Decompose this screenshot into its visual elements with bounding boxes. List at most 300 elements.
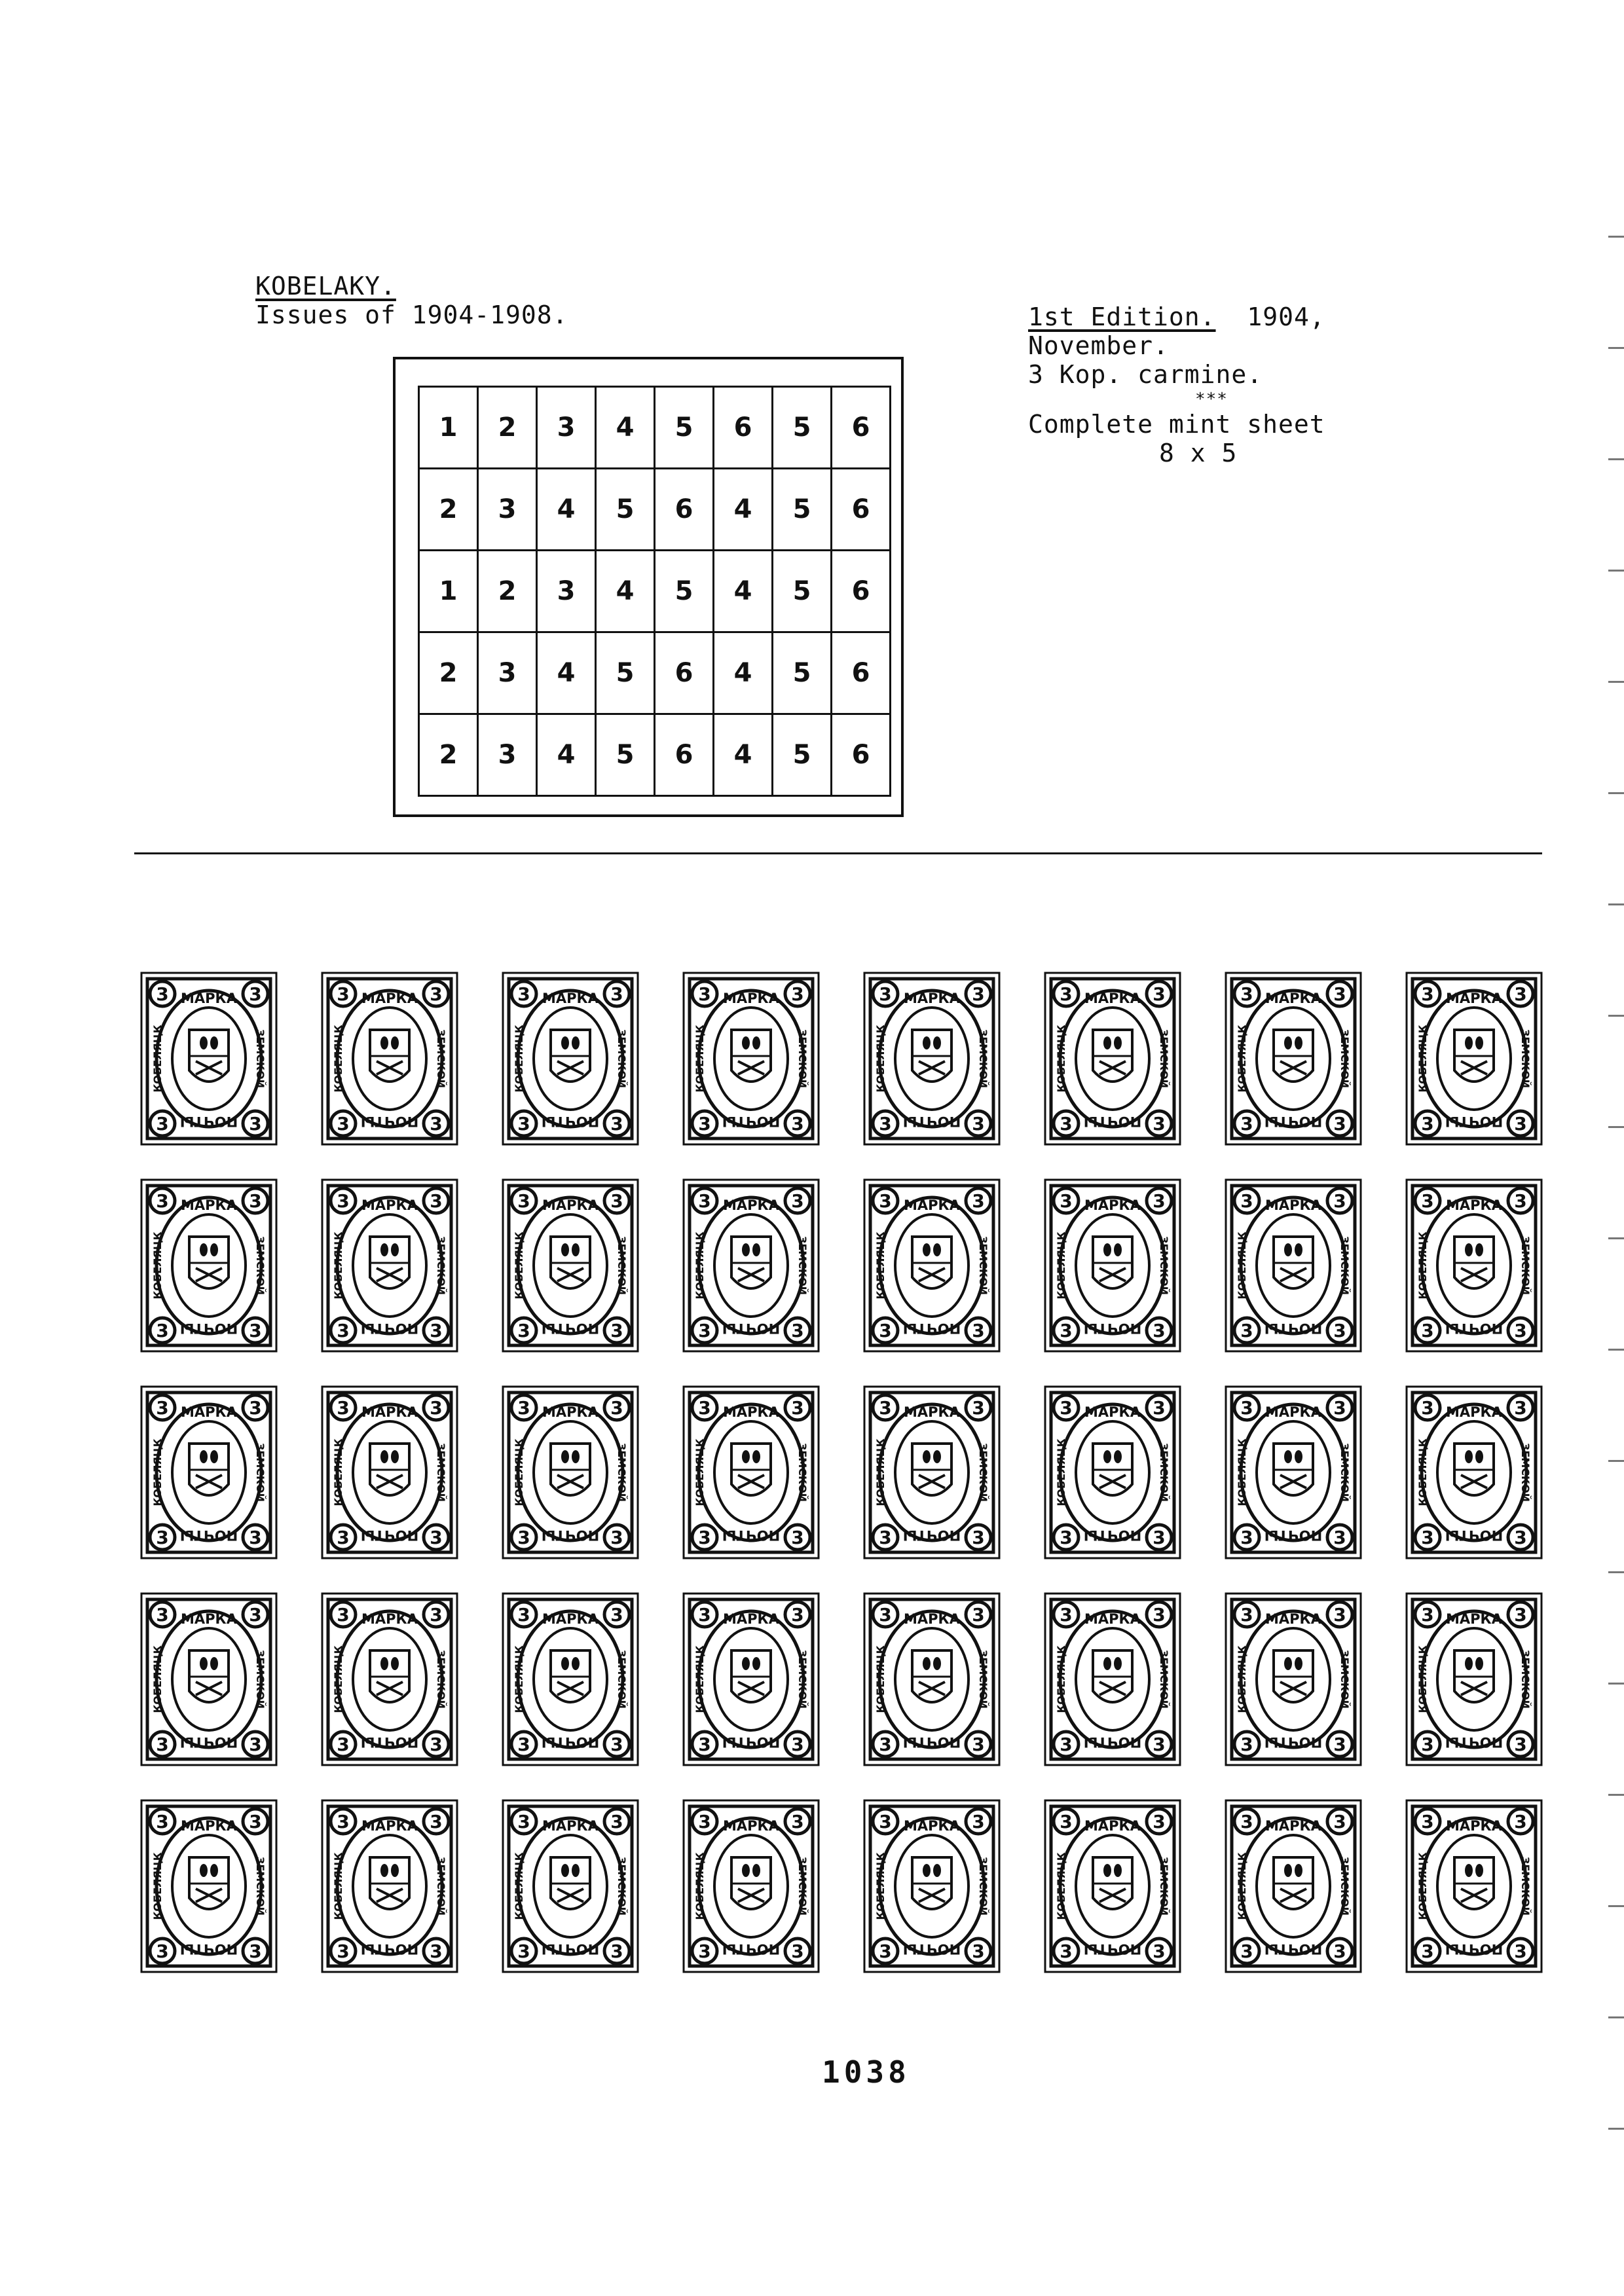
stamp-value: 3 bbox=[1060, 1734, 1073, 1755]
stamp bbox=[864, 1800, 999, 1972]
stamp-value: 3 bbox=[1333, 1604, 1346, 1626]
type-grid-cell: 5 bbox=[596, 469, 655, 551]
stamp-value: 3 bbox=[698, 1113, 711, 1135]
stamp-top-text: МАРКА bbox=[1265, 1611, 1321, 1627]
issues-subtitle: Issues of 1904-1908. bbox=[255, 301, 568, 329]
stamp-value: 3 bbox=[610, 1190, 623, 1212]
stamp-left-text: КОБЕЛЯЦК bbox=[1055, 1645, 1067, 1713]
stamp-right-text: ЗЕМСКОЙ bbox=[1158, 1649, 1170, 1709]
type-grid-cell: 4 bbox=[596, 551, 655, 632]
type-grid-cell: 4 bbox=[537, 714, 596, 796]
stamp-top-text: МАРКА bbox=[542, 991, 599, 1006]
stamp bbox=[141, 973, 276, 1144]
stamp-right-text: ЗЕМСКОЙ bbox=[977, 1029, 989, 1089]
type-grid-cell: 3 bbox=[478, 469, 537, 551]
type-grid-cell: 2 bbox=[419, 469, 478, 551]
stamp-left-text: КОБЕЛЯЦК bbox=[874, 1438, 887, 1506]
stamp-right-text: ЗЕМСКОЙ bbox=[435, 1029, 447, 1089]
stamp-left-text: КОБЕЛЯЦК bbox=[1416, 1231, 1429, 1300]
stamp-value: 3 bbox=[698, 1941, 711, 1962]
stamp-value: 3 bbox=[879, 1811, 892, 1832]
stamp-top-text: МАРКА bbox=[542, 1818, 599, 1834]
stamp-bottom-text: ПОЧТЫ bbox=[541, 1527, 600, 1543]
stamp-bottom-text: ПОЧТЫ bbox=[179, 1527, 238, 1543]
stamp-value: 3 bbox=[1333, 1527, 1346, 1548]
stamp-right-text: ЗЕМСКОЙ bbox=[1158, 1442, 1170, 1503]
stamp-value: 3 bbox=[517, 1190, 530, 1212]
stamp-value: 3 bbox=[1240, 1320, 1253, 1341]
stamp-right-text: ЗЕМСКОЙ bbox=[1338, 1235, 1351, 1296]
stamp-bottom-text: ПОЧТЫ bbox=[360, 1734, 419, 1750]
stamp bbox=[1407, 1800, 1541, 1972]
stamp-value: 3 bbox=[430, 1604, 443, 1626]
stamp-value: 3 bbox=[1421, 1190, 1434, 1212]
stamp bbox=[1226, 1180, 1361, 1351]
stamp-value: 3 bbox=[879, 1734, 892, 1755]
stamp-top-text: МАРКА bbox=[1446, 1611, 1502, 1627]
stamp-top-text: МАРКА bbox=[904, 991, 960, 1006]
stamp-value: 3 bbox=[1153, 1734, 1166, 1755]
type-grid-cell: 3 bbox=[537, 387, 596, 469]
stamp bbox=[503, 1180, 638, 1351]
stamp-value: 3 bbox=[249, 983, 262, 1005]
stamp-value: 3 bbox=[1060, 1527, 1073, 1548]
stamp-left-text: КОБЕЛЯЦК bbox=[513, 1852, 525, 1920]
stamp-top-text: МАРКА bbox=[542, 1197, 599, 1213]
stamp-value: 3 bbox=[972, 983, 985, 1005]
stamp bbox=[1045, 1180, 1180, 1351]
stamp-top-text: МАРКА bbox=[1084, 1611, 1141, 1627]
type-grid-row bbox=[419, 551, 891, 632]
stamp-value: 3 bbox=[517, 1527, 530, 1548]
stamp-left-text: КОБЕЛЯЦК bbox=[874, 1025, 887, 1093]
stamp-value: 3 bbox=[337, 1527, 350, 1548]
stamp-value: 3 bbox=[698, 1604, 711, 1626]
stamp-value: 3 bbox=[1240, 1397, 1253, 1419]
stamp-bottom-text: ПОЧТЫ bbox=[722, 1321, 781, 1336]
stamp-value: 3 bbox=[156, 1811, 169, 1832]
stamp-bottom-text: ПОЧТЫ bbox=[1445, 1527, 1504, 1543]
edition-info bbox=[1028, 302, 1325, 467]
type-grid-cell: 5 bbox=[655, 551, 714, 632]
stamp-top-text: МАРКА bbox=[542, 1404, 599, 1420]
stamp-value: 3 bbox=[1153, 1527, 1166, 1548]
stamp-bottom-text: ПОЧТЫ bbox=[541, 1321, 600, 1336]
stamp-value: 3 bbox=[791, 1320, 804, 1341]
type-grid-cell: 6 bbox=[655, 714, 714, 796]
stamp-bottom-text: ПОЧТЫ bbox=[179, 1321, 238, 1336]
type-grid-row bbox=[419, 714, 891, 796]
stamp-bottom-text: ПОЧТЫ bbox=[541, 1941, 600, 1957]
stamp-left-text: КОБЕЛЯЦК bbox=[151, 1025, 164, 1093]
stamp-bottom-text: ПОЧТЫ bbox=[722, 1527, 781, 1543]
stamp bbox=[684, 1180, 819, 1351]
stamp-value: 3 bbox=[1514, 1113, 1527, 1135]
stamp-left-text: КОБЕЛЯЦК bbox=[1236, 1852, 1248, 1920]
stamp-value: 3 bbox=[156, 1320, 169, 1341]
stamp-bottom-text: ПОЧТЫ bbox=[360, 1114, 419, 1129]
stamp-bottom-text: ПОЧТЫ bbox=[1264, 1114, 1323, 1129]
stamp-top-text: МАРКА bbox=[361, 1818, 418, 1834]
stamp-value: 3 bbox=[1333, 1941, 1346, 1962]
type-grid-row bbox=[419, 387, 891, 469]
stamp bbox=[141, 1594, 276, 1765]
stamp-right-text: ЗЕМСКОЙ bbox=[1158, 1235, 1170, 1296]
stamp-value: 3 bbox=[972, 1190, 985, 1212]
stamp bbox=[684, 1800, 819, 1972]
stamp-value: 3 bbox=[698, 1527, 711, 1548]
type-grid-cell: 5 bbox=[596, 714, 655, 796]
stamp-left-text: КОБЕЛЯЦК bbox=[1236, 1645, 1248, 1713]
stamp-value: 3 bbox=[430, 1190, 443, 1212]
stamp-value: 3 bbox=[972, 1811, 985, 1832]
type-grid-cell: 6 bbox=[655, 469, 714, 551]
stamp-right-text: ЗЕМСКОЙ bbox=[1519, 1029, 1532, 1089]
stamp-value: 3 bbox=[430, 1941, 443, 1962]
stamp-value: 3 bbox=[337, 1734, 350, 1755]
stamp-value: 3 bbox=[1514, 983, 1527, 1005]
stamp bbox=[1407, 1180, 1541, 1351]
stamp-left-text: КОБЕЛЯЦК bbox=[332, 1025, 344, 1093]
stamp-left-text: КОБЕЛЯЦК bbox=[1055, 1852, 1067, 1920]
stamp bbox=[141, 1800, 276, 1972]
stamp-left-text: КОБЕЛЯЦК bbox=[332, 1645, 344, 1713]
type-grid-cell: 4 bbox=[537, 469, 596, 551]
stamp-value: 3 bbox=[517, 1320, 530, 1341]
stamp-value: 3 bbox=[791, 1734, 804, 1755]
stamp-value: 3 bbox=[1333, 1811, 1346, 1832]
stamp-value: 3 bbox=[1514, 1190, 1527, 1212]
stamp-value: 3 bbox=[430, 1320, 443, 1341]
stamp-top-text: МАРКА bbox=[723, 1197, 779, 1213]
stamp-value: 3 bbox=[1421, 1527, 1434, 1548]
stamp-top-text: МАРКА bbox=[181, 991, 237, 1006]
type-grid-cell: 3 bbox=[478, 632, 537, 714]
stamp-value: 3 bbox=[1421, 1941, 1434, 1962]
stamp bbox=[1407, 1594, 1541, 1765]
stamp-value: 3 bbox=[791, 1941, 804, 1962]
stamp-value: 3 bbox=[156, 1113, 169, 1135]
stamp-left-text: КОБЕЛЯЦК bbox=[513, 1025, 525, 1093]
stamp-right-text: ЗЕМСКОЙ bbox=[435, 1442, 447, 1503]
stamp-bottom-text: ПОЧТЫ bbox=[1083, 1114, 1142, 1129]
stamp-value: 3 bbox=[1514, 1397, 1527, 1419]
stamp-value: 3 bbox=[791, 1604, 804, 1626]
stamp-right-text: ЗЕМСКОЙ bbox=[1158, 1856, 1170, 1916]
stamp-value: 3 bbox=[698, 1190, 711, 1212]
stamp-value: 3 bbox=[791, 1527, 804, 1548]
stamp-value: 3 bbox=[1240, 1604, 1253, 1626]
stamp-value: 3 bbox=[972, 1397, 985, 1419]
stamp-value: 3 bbox=[610, 1734, 623, 1755]
type-grid-cell: 5 bbox=[773, 387, 832, 469]
stamp-left-text: КОБЕЛЯЦК bbox=[151, 1852, 164, 1920]
stamp-value: 3 bbox=[156, 983, 169, 1005]
stamp-bottom-text: ПОЧТЫ bbox=[722, 1734, 781, 1750]
stamp-bottom-text: ПОЧТЫ bbox=[1264, 1941, 1323, 1957]
stamp-left-text: КОБЕЛЯЦК bbox=[1055, 1025, 1067, 1093]
stamp-value: 3 bbox=[249, 1734, 262, 1755]
type-grid-cell: 4 bbox=[596, 387, 655, 469]
stamp bbox=[322, 973, 457, 1144]
edition-label: 1st Edition. bbox=[1028, 302, 1216, 331]
stamp-value: 3 bbox=[1060, 1113, 1073, 1135]
stamp-left-text: КОБЕЛЯЦК bbox=[1236, 1438, 1248, 1506]
type-grid-cell: 4 bbox=[537, 632, 596, 714]
stamp-right-text: ЗЕМСКОЙ bbox=[616, 1442, 628, 1503]
stamp-value: 3 bbox=[1333, 1397, 1346, 1419]
type-grid-cell: 5 bbox=[773, 714, 832, 796]
stamp bbox=[1226, 1800, 1361, 1972]
stamp-value: 3 bbox=[791, 1190, 804, 1212]
stamp-value: 3 bbox=[791, 1811, 804, 1832]
stamp-right-text: ЗЕМСКОЙ bbox=[616, 1235, 628, 1296]
stamp-bottom-text: ПОЧТЫ bbox=[1083, 1941, 1142, 1957]
stamp-value: 3 bbox=[610, 1113, 623, 1135]
stamp-value: 3 bbox=[430, 1527, 443, 1548]
stamp-value: 3 bbox=[879, 1604, 892, 1626]
stamp-top-text: МАРКА bbox=[181, 1197, 237, 1213]
stamp-left-text: КОБЕЛЯЦК bbox=[513, 1438, 525, 1506]
stamp-value: 3 bbox=[337, 1811, 350, 1832]
stamp-bottom-text: ПОЧТЫ bbox=[902, 1527, 961, 1543]
stamp-value: 3 bbox=[1240, 1811, 1253, 1832]
stamp-left-text: КОБЕЛЯЦК bbox=[693, 1438, 706, 1506]
stamp bbox=[141, 1387, 276, 1558]
stamp-value: 3 bbox=[337, 1113, 350, 1135]
stamp-top-text: МАРКА bbox=[1084, 1818, 1141, 1834]
stamp-value: 3 bbox=[1333, 1190, 1346, 1212]
stamp-value: 3 bbox=[430, 1734, 443, 1755]
stamp-bottom-text: ПОЧТЫ bbox=[1264, 1527, 1323, 1543]
stamp-right-text: ЗЕМСКОЙ bbox=[1338, 1029, 1351, 1089]
stamp-value: 3 bbox=[1421, 1734, 1434, 1755]
stamp-left-text: КОБЕЛЯЦК bbox=[332, 1852, 344, 1920]
type-grid-cell: 2 bbox=[419, 632, 478, 714]
stamp-value: 3 bbox=[879, 1190, 892, 1212]
stamp bbox=[864, 1387, 999, 1558]
denomination-line: 3 Kop. carmine. bbox=[1028, 360, 1263, 389]
stamp-value: 3 bbox=[1514, 1527, 1527, 1548]
stamp-value: 3 bbox=[249, 1527, 262, 1548]
stamp bbox=[864, 1180, 999, 1351]
stamp bbox=[684, 973, 819, 1144]
type-grid-cell: 2 bbox=[478, 387, 537, 469]
stamp-bottom-text: ПОЧТЫ bbox=[1445, 1941, 1504, 1957]
stamp-value: 3 bbox=[430, 1397, 443, 1419]
stamp bbox=[684, 1387, 819, 1558]
type-grid-cell: 5 bbox=[596, 632, 655, 714]
stamp-right-text: ЗЕМСКОЙ bbox=[1519, 1649, 1532, 1709]
stamp-value: 3 bbox=[1421, 1320, 1434, 1341]
stamp-value: 3 bbox=[972, 1527, 985, 1548]
stamp-top-text: МАРКА bbox=[181, 1818, 237, 1834]
stamp bbox=[864, 1594, 999, 1765]
stamp-value: 3 bbox=[1240, 1941, 1253, 1962]
stamp-value: 3 bbox=[337, 1397, 350, 1419]
stamp bbox=[864, 973, 999, 1144]
stamp-top-text: МАРКА bbox=[723, 991, 779, 1006]
stamp-left-text: КОБЕЛЯЦК bbox=[1236, 1231, 1248, 1300]
stamp-bottom-text: ПОЧТЫ bbox=[1445, 1734, 1504, 1750]
stamp-bottom-text: ПОЧТЫ bbox=[1445, 1114, 1504, 1129]
stamp-value: 3 bbox=[1153, 1190, 1166, 1212]
stamp-value: 3 bbox=[610, 1527, 623, 1548]
stamp-top-text: МАРКА bbox=[1446, 1818, 1502, 1834]
stamp-bottom-text: ПОЧТЫ bbox=[179, 1114, 238, 1129]
stamp-value: 3 bbox=[879, 1320, 892, 1341]
type-grid-cell: 1 bbox=[419, 387, 478, 469]
stamp-bottom-text: ПОЧТЫ bbox=[902, 1734, 961, 1750]
stamp-left-text: КОБЕЛЯЦК bbox=[1416, 1645, 1429, 1713]
stamp-top-text: МАРКА bbox=[1446, 1197, 1502, 1213]
stamp-top-text: МАРКА bbox=[361, 1197, 418, 1213]
stamp-top-text: МАРКА bbox=[181, 1611, 237, 1627]
stamp-value: 3 bbox=[610, 983, 623, 1005]
stamp-value: 3 bbox=[610, 1320, 623, 1341]
stamp-top-text: МАРКА bbox=[1446, 991, 1502, 1006]
stamp-right-text: ЗЕМСКОЙ bbox=[796, 1235, 809, 1296]
stamp-top-text: МАРКА bbox=[1265, 991, 1321, 1006]
stamp-left-text: КОБЕЛЯЦК bbox=[1416, 1025, 1429, 1093]
stamp-left-text: КОБЕЛЯЦК bbox=[693, 1645, 706, 1713]
stamp-right-text: ЗЕМСКОЙ bbox=[1519, 1856, 1532, 1916]
stamp-left-text: КОБЕЛЯЦК bbox=[151, 1438, 164, 1506]
type-grid-cell: 4 bbox=[714, 714, 773, 796]
stamp-sheet bbox=[136, 969, 1532, 1990]
edition-line bbox=[1028, 302, 1325, 331]
stamp-value: 3 bbox=[517, 1734, 530, 1755]
stamp-value: 3 bbox=[972, 1320, 985, 1341]
stamp-value: 3 bbox=[1060, 1190, 1073, 1212]
stamp bbox=[1226, 973, 1361, 1144]
stamp-value: 3 bbox=[1240, 1113, 1253, 1135]
stamp-value: 3 bbox=[1060, 1397, 1073, 1419]
stamp-top-text: МАРКА bbox=[542, 1611, 599, 1627]
type-grid-cell: 4 bbox=[714, 632, 773, 714]
stamp-value: 3 bbox=[698, 983, 711, 1005]
stamp-value: 3 bbox=[1240, 983, 1253, 1005]
type-grid bbox=[418, 386, 891, 797]
stamp bbox=[1226, 1387, 1361, 1558]
stamp-value: 3 bbox=[791, 1113, 804, 1135]
stamp-left-text: КОБЕЛЯЦК bbox=[1236, 1025, 1248, 1093]
stamp-top-text: МАРКА bbox=[361, 991, 418, 1006]
stamp bbox=[503, 973, 638, 1144]
stamp-top-text: МАРКА bbox=[1084, 1404, 1141, 1420]
stamp-bottom-text: ПОЧТЫ bbox=[1264, 1321, 1323, 1336]
type-grid-row bbox=[419, 469, 891, 551]
stamp-value: 3 bbox=[610, 1811, 623, 1832]
stamp bbox=[1407, 973, 1541, 1144]
type-grid-cell: 6 bbox=[832, 714, 891, 796]
stamp-value: 3 bbox=[249, 1604, 262, 1626]
stamp-value: 3 bbox=[698, 1320, 711, 1341]
stamp-value: 3 bbox=[1514, 1320, 1527, 1341]
stamp-bottom-text: ПОЧТЫ bbox=[902, 1941, 961, 1957]
stamp-bottom-text: ПОЧТЫ bbox=[722, 1941, 781, 1957]
stamp-value: 3 bbox=[879, 1397, 892, 1419]
stamp-value: 3 bbox=[610, 1941, 623, 1962]
type-grid-cell: 6 bbox=[832, 551, 891, 632]
stamp-value: 3 bbox=[249, 1397, 262, 1419]
stamp-value: 3 bbox=[610, 1397, 623, 1419]
type-grid-cell: 5 bbox=[773, 551, 832, 632]
stamp-value: 3 bbox=[879, 1527, 892, 1548]
stamp-right-text: ЗЕМСКОЙ bbox=[254, 1649, 267, 1709]
stamp-left-text: КОБЕЛЯЦК bbox=[151, 1231, 164, 1300]
stars-divider: *** bbox=[1195, 390, 1228, 409]
stamp-value: 3 bbox=[791, 983, 804, 1005]
stamp-value: 3 bbox=[430, 983, 443, 1005]
stamp-value: 3 bbox=[1153, 1320, 1166, 1341]
stamp-top-text: МАРКА bbox=[1265, 1404, 1321, 1420]
stamp-value: 3 bbox=[1421, 1113, 1434, 1135]
type-grid-frame bbox=[393, 357, 904, 817]
stamp-value: 3 bbox=[610, 1604, 623, 1626]
stamp bbox=[684, 1594, 819, 1765]
stamp-value: 3 bbox=[879, 1113, 892, 1135]
stamp bbox=[1045, 1800, 1180, 1972]
stamp-right-text: ЗЕМСКОЙ bbox=[1158, 1029, 1170, 1089]
stamp-value: 3 bbox=[1153, 1113, 1166, 1135]
stamp-value: 3 bbox=[972, 1113, 985, 1135]
stamp bbox=[322, 1180, 457, 1351]
type-grid-cell: 3 bbox=[537, 551, 596, 632]
stamp-bottom-text: ПОЧТЫ bbox=[360, 1527, 419, 1543]
stamp bbox=[322, 1594, 457, 1765]
stamp-bottom-text: ПОЧТЫ bbox=[1083, 1527, 1142, 1543]
stamp-right-text: ЗЕМСКОЙ bbox=[977, 1856, 989, 1916]
stamp-bottom-text: ПОЧТЫ bbox=[179, 1941, 238, 1957]
stamp-right-text: ЗЕМСКОЙ bbox=[977, 1235, 989, 1296]
type-grid-cell: 4 bbox=[714, 551, 773, 632]
type-grid-cell: 2 bbox=[419, 714, 478, 796]
stamp-bottom-text: ПОЧТЫ bbox=[541, 1114, 600, 1129]
stamp-bottom-text: ПОЧТЫ bbox=[360, 1321, 419, 1336]
stamp-left-text: КОБЕЛЯЦК bbox=[151, 1645, 164, 1713]
stamp-sheet-svg bbox=[136, 969, 1532, 1990]
stamp-value: 3 bbox=[791, 1397, 804, 1419]
stamp-value: 3 bbox=[1153, 1811, 1166, 1832]
stamp-left-text: КОБЕЛЯЦК bbox=[1055, 1231, 1067, 1300]
stamp-value: 3 bbox=[156, 1604, 169, 1626]
stamp bbox=[1045, 1594, 1180, 1765]
stamp-value: 3 bbox=[1153, 1941, 1166, 1962]
type-grid-cell: 5 bbox=[655, 387, 714, 469]
stamp-left-text: КОБЕЛЯЦК bbox=[693, 1025, 706, 1093]
stamp-value: 3 bbox=[1514, 1734, 1527, 1755]
type-grid-cell: 6 bbox=[832, 387, 891, 469]
separator-line bbox=[134, 852, 1542, 854]
stamp-value: 3 bbox=[1060, 1811, 1073, 1832]
stamp-right-text: ЗЕМСКОЙ bbox=[254, 1442, 267, 1503]
type-grid-cell: 3 bbox=[478, 714, 537, 796]
stamp-left-text: КОБЕЛЯЦК bbox=[513, 1645, 525, 1713]
stamp-right-text: ЗЕМСКОЙ bbox=[796, 1442, 809, 1503]
stamp bbox=[503, 1387, 638, 1558]
stamp-value: 3 bbox=[517, 983, 530, 1005]
stamp-value: 3 bbox=[517, 1941, 530, 1962]
stamp-bottom-text: ПОЧТЫ bbox=[360, 1941, 419, 1957]
stamp-bottom-text: ПОЧТЫ bbox=[179, 1734, 238, 1750]
stamp bbox=[1226, 1594, 1361, 1765]
stamp-top-text: МАРКА bbox=[1265, 1197, 1321, 1213]
stamp-value: 3 bbox=[249, 1811, 262, 1832]
stamp-top-text: МАРКА bbox=[723, 1818, 779, 1834]
stamp-value: 3 bbox=[1153, 983, 1166, 1005]
stamp-value: 3 bbox=[1421, 1811, 1434, 1832]
